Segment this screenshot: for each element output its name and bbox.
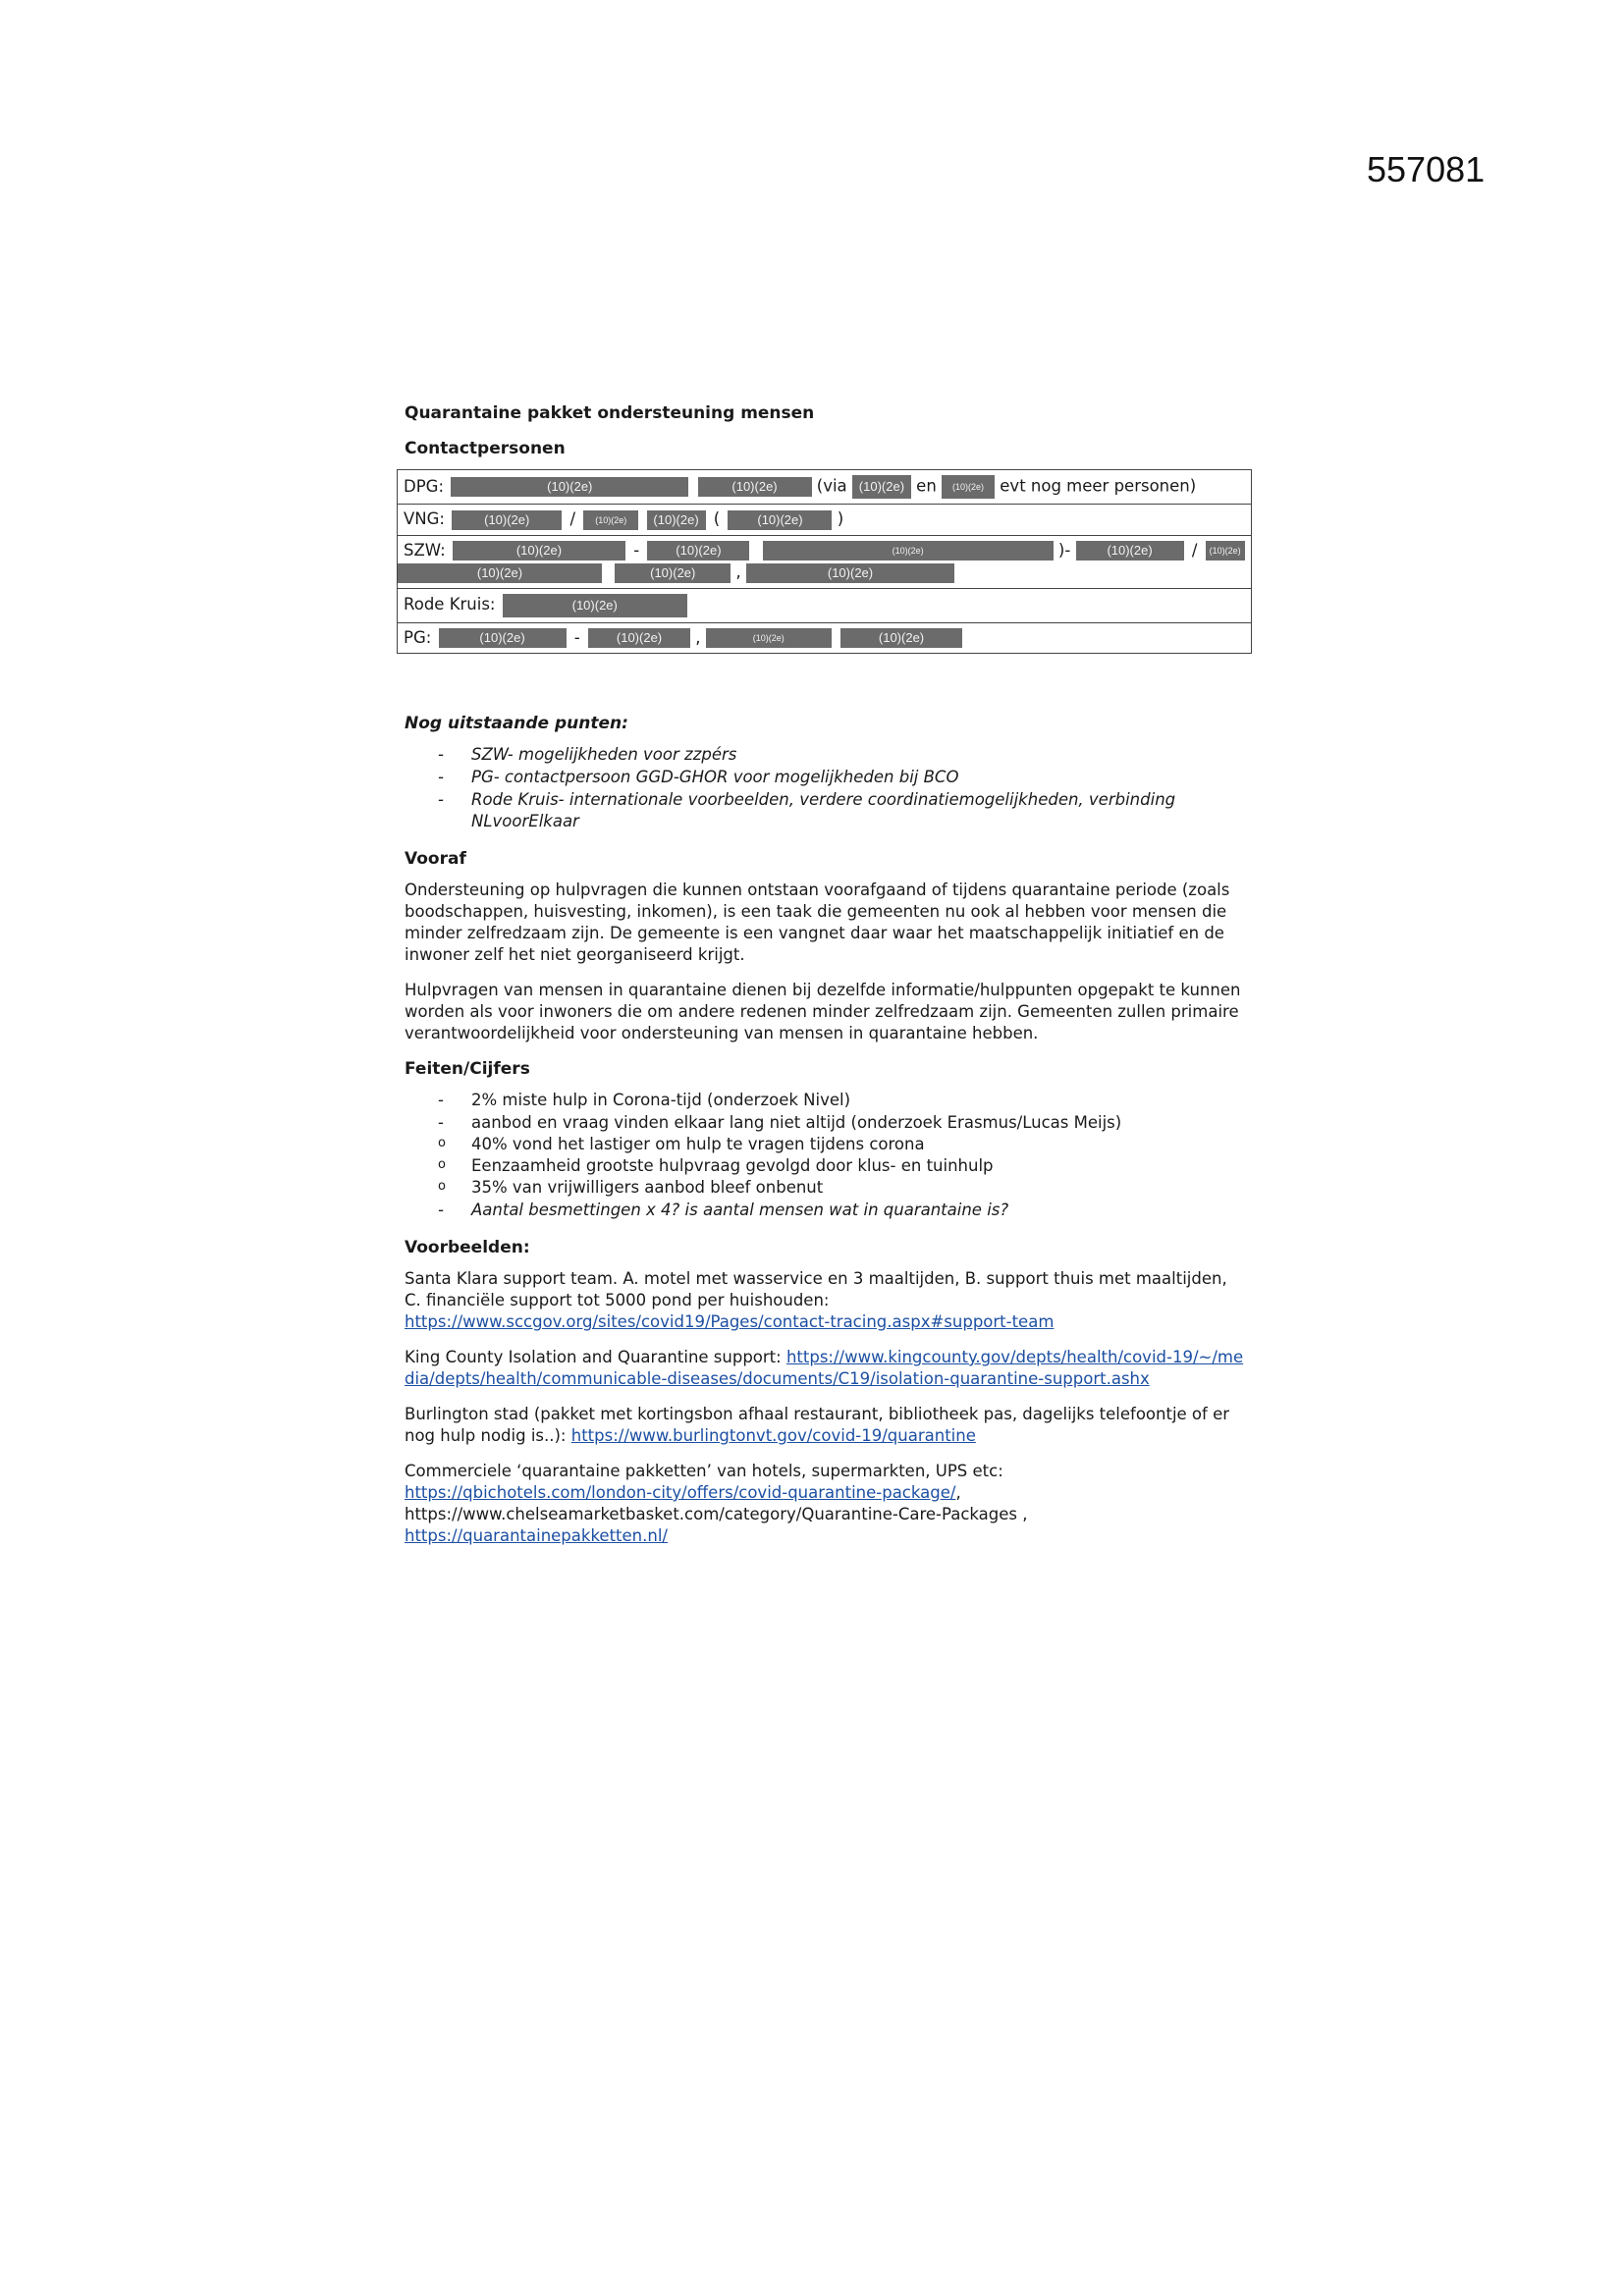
contacts-heading: Contactpersonen [405, 439, 566, 458]
example-burlington [405, 1404, 1245, 1447]
list-item: - PG- contactpersoon GGD-GHOR voor mogelijkheden bij BCO [405, 767, 1245, 788]
open-points-list [405, 744, 1245, 832]
redaction-block: (10)(2e) [615, 563, 731, 583]
example-king-county [405, 1347, 1245, 1390]
redaction-block: (10)(2e) [698, 477, 812, 497]
redaction-block: (10)(2e) [647, 541, 749, 561]
redaction-block: (10)(2e) [728, 510, 832, 530]
sub-list-item: o Eenzaamheid grootste hulpvraag gevolgd door klus- en tuinhulp [405, 1155, 1245, 1177]
row-text: evt nog meer personen) [1000, 476, 1197, 496]
sub-list-item: o 35% van vrijwilligers aanbod bleef onbenut [405, 1177, 1245, 1199]
list-item: - SZW- mogelijkheden voor zzpérs [405, 744, 1245, 766]
redaction-block: (10)(2e) [942, 475, 995, 499]
redaction-block: (10)(2e) [583, 510, 638, 530]
row-text: (via [816, 476, 847, 496]
vooraf-heading: Vooraf [405, 849, 466, 869]
example-commercial: Commerciele ‘quarantaine pakketten’ van hotels, supermarkten, UPS etc: https://qbichotels.com/london-city/offers/covid-quarantine-package/, https://www.chelseamarketbasket.com/category/Quarantine-Care-Packages , https://quarantainepakketten.nl/ [405, 1462, 1028, 1545]
example-text: Santa Klara support team. A. motel met wasservice en 3 maaltijden, B. support thuis met maaltijden, C. financiële support tot 5000 pond per huishouden: [405, 1269, 1227, 1309]
row-text: )- [1057, 540, 1071, 560]
redaction-block: (10)(2e) [852, 475, 911, 499]
vooraf-paragraph: Ondersteuning op hulpvragen die kunnen ontstaan voorafgaand of tijdens quarantaine periode (zoals boodschappen, huisvesting, inkomen), is een taak die gemeenten nu ook al hebben voor mensen die minder zelfredzaam zijn. De gemeente is een vangnet daar waar het maatschappelijk initiatief en de inwoner zelf het niet georganiseerd krijgt. [405, 881, 1230, 964]
row-label: DPG: [404, 476, 445, 496]
feiten-heading: Feiten/Cijfers [405, 1059, 530, 1079]
burlington-link[interactable]: https://www.burlingtonvt.gov/covid-19/quarantine [570, 1426, 976, 1445]
row-text: ) [837, 509, 844, 528]
document-body [405, 402, 1245, 1561]
example-text: Commerciele ‘quarantaine pakketten’ van hotels, supermarkten, UPS etc: [405, 1462, 1003, 1480]
redaction-block: (10)(2e) [840, 628, 962, 648]
row-label: SZW: [404, 540, 446, 560]
qbic-hotels-link[interactable]: https://qbichotels.com/london-city/offers/covid-quarantine-package/ [405, 1483, 956, 1502]
list-item-text: aanbod en vraag vinden elkaar lang niet altijd (onderzoek Erasmus/Lucas Meijs) [471, 1113, 1122, 1132]
document-number: 557081 [1367, 149, 1486, 189]
list-item: - Aantal besmettingen x 4? is aantal mensen wat in quarantaine is? [405, 1200, 1245, 1221]
row-text: - [573, 627, 580, 647]
document-title: Quarantaine pakket ondersteuning mensen [405, 403, 815, 423]
redaction-block: (10)(2e) [439, 628, 567, 648]
contacts-row-pg [398, 622, 1252, 654]
contacts-table [397, 469, 1252, 654]
quarantainepakketten-link[interactable]: https://quarantainepakketten.nl/ [405, 1526, 668, 1545]
example-text: King County Isolation and Quarantine support: [405, 1348, 782, 1366]
list-item: - Rode Kruis- internationale voorbeelden, verdere coordinatiemogelijkheden, verbinding NLvoorElkaar [405, 789, 1245, 832]
redaction-block: (10)(2e) [398, 563, 602, 583]
row-text: / [1191, 540, 1198, 560]
contacts-row-dpg [398, 470, 1252, 505]
contacts-row-vng [398, 505, 1252, 536]
feiten-list [405, 1090, 1245, 1221]
row-text: - [633, 540, 640, 560]
row-text: en [916, 476, 937, 496]
example-santa-klara [405, 1268, 1245, 1333]
contacts-row-szw [398, 535, 1252, 588]
row-label: Rode Kruis: [404, 595, 496, 614]
feiten-sublist [405, 1134, 1245, 1199]
open-points-heading: Nog uitstaande punten: [405, 714, 628, 733]
redaction-block: (10)(2e) [453, 541, 625, 561]
redaction-block: (10)(2e) [503, 594, 687, 617]
redaction-block: (10)(2e) [452, 510, 562, 530]
redaction-block: (10)(2e) [647, 510, 706, 530]
row-text: ( [713, 509, 721, 528]
row-text: , [735, 562, 741, 581]
redaction-block: (10)(2e) [451, 477, 688, 497]
row-label: PG: [404, 627, 432, 647]
row-text: , [695, 627, 701, 647]
redaction-block: (10)(2e) [746, 563, 954, 583]
row-label: VNG: [404, 509, 445, 528]
chelsea-market-url: https://www.chelseamarketbasket.com/category/Quarantine-Care-Packages [405, 1505, 1018, 1523]
redaction-block: (10)(2e) [763, 541, 1054, 561]
voorbeelden-heading: Voorbeelden: [405, 1238, 530, 1257]
vooraf-paragraph: Hulpvragen van mensen in quarantaine dienen bij dezelfde informatie/hulppunten opgepakt te kunnen worden als voor inwoners die om andere redenen minder zelfredzaam zijn. Gemeenten zullen primaire verantwoordelijkheid voor ondersteuning van mensen in quarantaine hebben. [405, 981, 1241, 1042]
contacts-row-rode-kruis [398, 588, 1252, 622]
list-item [405, 1112, 1245, 1199]
row-text: / [569, 509, 576, 528]
santa-klara-link[interactable]: https://www.sccgov.org/sites/covid19/Pages/contact-tracing.aspx#support-team [405, 1312, 1055, 1331]
sub-list-item: o 40% vond het lastiger om hulp te vragen tijdens corona [405, 1134, 1245, 1155]
redaction-block: (10)(2e) [1076, 541, 1184, 561]
king-county-link[interactable]: https://www.kingcounty.gov/depts/health/covid-19/~/media/depts/health/communicable-diseases/documents/C19/isolation-quarantine-support.ashx [405, 1348, 1244, 1388]
example-text: Burlington stad (pakket met kortingsbon afhaal restaurant, bibliotheek pas, dagelijks telefoontje of er nog hulp nodig is..): [405, 1405, 1230, 1445]
redaction-block: (10)(2e) [706, 628, 832, 648]
redaction-block: (10)(2e) [588, 628, 690, 648]
redaction-block: (10)(2e) [1206, 541, 1245, 561]
list-item: - 2% miste hulp in Corona-tijd (onderzoek Nivel) [405, 1090, 1245, 1111]
